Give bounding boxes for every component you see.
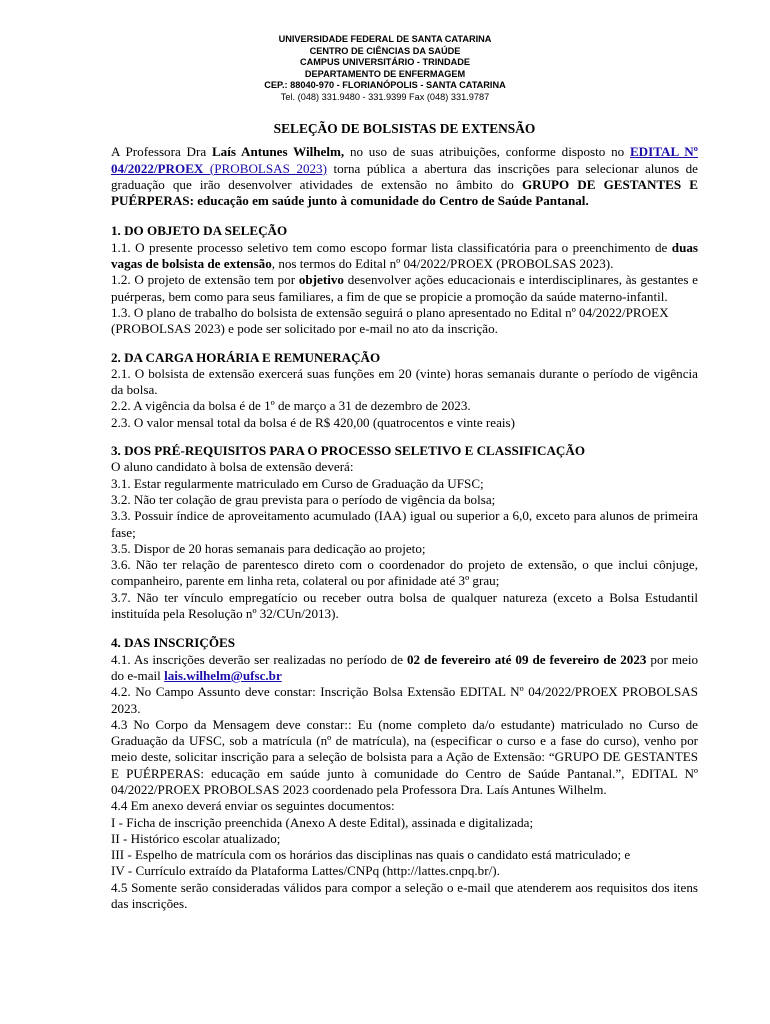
- edital-link[interactable]: EDITAL Nº 04/2022/PROEX: [111, 144, 698, 176]
- section-2-title: 2. DA CARGA HORÁRIA E REMUNERAÇÃO: [111, 349, 381, 365]
- group-name: GRUPO DE GESTANTES E PUÉRPERAS: educação em saúde junto à comunidade do Centro de Saúde Pantanal.: [111, 176, 699, 209]
- attachment-item-2: II - Histórico escolar atualizado;: [111, 830, 281, 846]
- item-4-3: 4.3 No Corpo da Mensagem deve constar:: Eu (nome completo da/o estudante) matriculado no Curso de Graduação da UFSC, sob a matrícula (nº de matrícula), na (especificar o curso e a fase do curso), venho por meio deste, solicitar inscrição para a seleção de bolsista para a Ação de Extensão: “GRUPO DE GESTANTES E PUÉRPERAS: educação em saúde junto à comunidade do Centro de Saúde Pantanal.”, EDITAL Nº 04/2022/PROEX PROBOLSAS 2023 coordenado pela Professora Dra. Laís Antunes Wilhelm.: [111, 716, 698, 797]
- attachment-item-1: I - Ficha de inscrição preenchida (Anexo A deste Edital), assinada e digitalizada;: [111, 814, 534, 830]
- header-address: CEP.: 88040-970 - FLORIANÓPOLIS - SANTA CATARINA: [264, 80, 506, 91]
- professor-name: Laís Antunes Wilhelm,: [211, 144, 345, 160]
- email-link[interactable]: lais.wilhelm@ufsc.br: [164, 667, 282, 683]
- item-3-7: 3.7. Não ter vínculo empregatício ou receber outra bolsa de qualquer natureza (exceto a Bolsa Estudantil instituída pela Resolução nº 32/CUn/2013).: [111, 589, 698, 622]
- item-3-3: 3.3. Possuir índice de aproveitamento acumulado (IAA) igual ou superior a 6,0, exceto para alunos de primeira fase;: [111, 508, 698, 540]
- item-3-6: 3.6. Não ter relação de parentesco direto com o coordenador do projeto de extensão, o que inclui cônjuge, companheiro, parente em linha reta, colateral ou por afinidade até 3º grau;: [111, 557, 698, 589]
- attachment-item-3: III - Espelho de matrícula com os horários das disciplinas nas quais o candidato está matriculado; e: [111, 847, 631, 863]
- header-university: UNIVERSIDADE FEDERAL DE SANTA CATARINA: [278, 34, 492, 44]
- attachment-item-4: IV - Currículo extraído da Plataforma Lattes/CNPq (http://lattes.cnpq.br/).: [111, 863, 500, 879]
- item-1-2: 1.2. O projeto de extensão tem por objetivo desenvolver ações educacionais e interdisciplinares, às gestantes e puérperas, bem como para seus familiares, a fim de que se propicie a promoção da saúde materno-infantil.: [111, 272, 698, 304]
- item-4-2: 4.2. No Campo Assunto deve constar: Inscrição Bolsa Extensão EDITAL Nº 04/2022/PROEX PROBOLSAS 2023.: [111, 684, 698, 716]
- item-4-5: 4.5 Somente serão consideradas válidos para compor a seleção o e-mail que atenderem aos requisitos dos itens das inscrições.: [111, 879, 698, 912]
- section-3-title: 3. DOS PRÉ-REQUISITOS PARA O PROCESSO SELETIVO E CLASSIFICAÇÃO: [111, 443, 586, 459]
- section-4-title: 4. DAS INSCRIÇÕES: [111, 635, 236, 651]
- item-4-4: 4.4 Em anexo deverá enviar os seguintes documentos:: [111, 798, 395, 814]
- item-2-3: 2.3. O valor mensal total da bolsa é de R$ 420,00 (quatrocentos e vinte reais): [111, 414, 515, 430]
- header-center: CENTRO DE CIÊNCIAS DA SAÚDE: [309, 45, 461, 56]
- section-1-title: 1. DO OBJETO DA SELEÇÃO: [111, 223, 288, 239]
- edital-link-suffix[interactable]: (PROBOLSAS 2023): [203, 160, 327, 176]
- document-title: SELEÇÃO DE BOLSISTAS DE EXTENSÃO: [273, 121, 536, 136]
- header-phone: Tel. (048) 331.9480 - 331.9399 Fax (048) 331.9787: [280, 91, 490, 102]
- item-3-intro: O aluno candidato à bolsa de extensão deverá:: [111, 459, 354, 475]
- intro-paragraph: A Professora Dra Laís Antunes Wilhelm, no uso de suas atribuições, conforme disposto no EDITAL Nº 04/2022/PROEX (PROBOLSAS 2023) torna pública a abertura das inscrições para selecionar alunos de graduação que irão desenvolver atividades de extensão no âmbito do GRUPO DE GESTANTES E PUÉRPERAS: educação em saúde junto à comunidade do Centro de Saúde Pantanal.: [111, 144, 699, 209]
- item-3-1: 3.1. Estar regularmente matriculado em Curso de Graduação da UFSC;: [111, 475, 484, 491]
- institution-header: [0, 34, 770, 104]
- header-campus: CAMPUS UNIVERSITÁRIO - TRINDADE: [300, 57, 470, 68]
- item-3-5: 3.5. Dispor de 20 horas semanais para dedicação ao projeto;: [111, 540, 426, 556]
- item-2-1: 2.1. O bolsista de extensão exercerá suas funções em 20 (vinte) horas semanais durante o período de vigência da bolsa.: [111, 365, 698, 398]
- item-1-3: 1.3. O plano de trabalho do bolsista de extensão seguirá o plano apresentado no Edital nº 04/2022/PROEX (PROBOLSAS 2023) e pode ser solicitado por e-mail no ato da inscrição.: [111, 304, 669, 337]
- item-4-1: 4.1. As inscrições deverão ser realizadas no período de 02 de fevereiro até 09 de fevereiro de 2023 por meio do e-mail lais.wilhelm@ufsc.br: [111, 651, 698, 683]
- item-3-2: 3.2. Não ter colação de grau prevista para o período de vigência da bolsa;: [111, 491, 496, 507]
- document-body: [111, 121, 698, 912]
- item-1-1: 1.1. O presente processo seletivo tem como escopo formar lista classificatória para o preenchimento de duas vagas de bolsista de extensão, nos termos do Edital nº 04/2022/PROEX (PROBOLSAS 2023).: [111, 239, 698, 272]
- header-department: DEPARTAMENTO DE ENFERMAGEM: [304, 68, 466, 79]
- item-2-2: 2.2. A vigência da bolsa é de 1º de março a 31 de dezembro de 2023.: [111, 398, 471, 414]
